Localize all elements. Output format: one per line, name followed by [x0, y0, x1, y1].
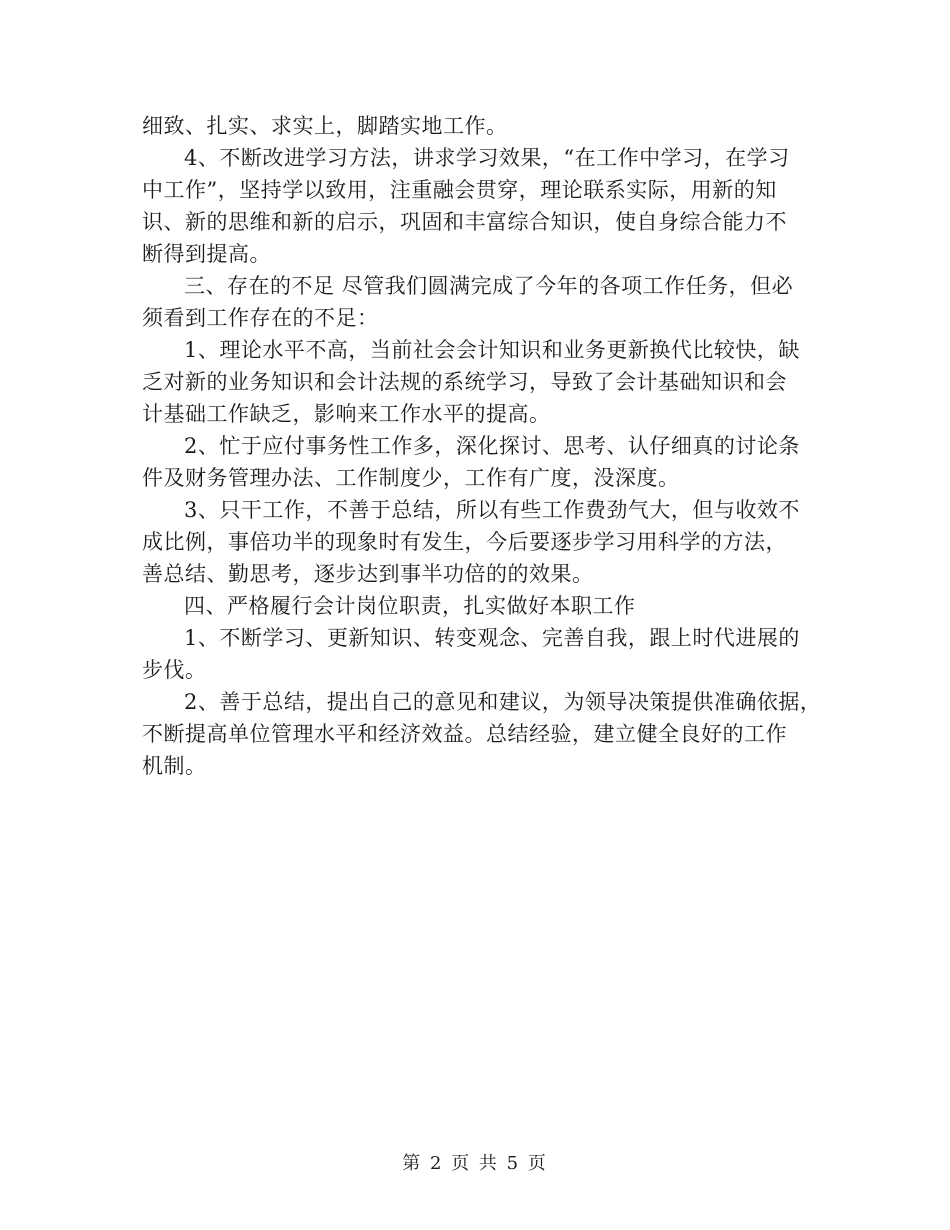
text-line: 1、不断学习、更新知识、转变观念、完善自我，跟上时代进展的 [184, 626, 800, 650]
text-line: 乏对新的业务知识和会计法规的系统学习，导致了会计基础知识和会 [142, 370, 787, 394]
paragraph [142, 142, 822, 270]
paragraph [142, 686, 822, 782]
text-line: 成比例，事倍功半的现象时有发生，今后要逐步学习用科学的方法， [142, 530, 787, 554]
text-line: 4、不断改进学习方法，讲求学习效果，“在工作中学习，在学习 [184, 146, 790, 170]
paragraph [142, 270, 822, 334]
text-line: 须看到工作存在的不足： [142, 306, 379, 330]
text-line: 识、新的思维和新的启示，巩固和丰富综合知识，使自身综合能力不 [142, 210, 787, 234]
text-line: 件及财务管理办法、工作制度少，工作有广度，没深度。 [142, 466, 680, 490]
text-line: 细致、扎实、求实上，脚踏实地工作。 [142, 114, 508, 138]
text-line: 2、忙于应付事务性工作多，深化探讨、思考、认仔细真的讨论条 [184, 434, 800, 458]
paragraph [142, 494, 822, 590]
text-line: 善总结、勤思考，逐步达到事半功倍的的效果。 [142, 562, 594, 586]
text-line: 1、理论水平不高，当前社会会计知识和业务更新换代比较快，缺 [184, 338, 800, 362]
paragraph [142, 110, 822, 142]
paragraph [142, 430, 822, 494]
text-line: 机制。 [142, 754, 207, 778]
text-line: 中工作”，坚持学以致用，注重融会贯穿，理论联系实际，用新的知 [142, 178, 777, 202]
paragraph [142, 334, 822, 430]
text-line: 计基础工作缺乏，影响来工作水平的提高。 [142, 402, 551, 426]
text-line: 三、存在的不足 尽管我们圆满完成了今年的各项工作任务，但必 [184, 274, 794, 298]
text-line: 3、只干工作，不善于总结，所以有些工作费劲气大，但与收效不 [184, 498, 800, 522]
text-line: 四、严格履行会计岗位职责，扎实做好本职工作 [184, 594, 636, 618]
paragraph [142, 622, 822, 686]
text-line: 步伐。 [142, 658, 207, 682]
page-number-footer: 第 2 页 共 5 页 [402, 1153, 548, 1174]
text-line: 不断提高单位管理水平和经济效益。总结经验，建立健全良好的工作 [142, 722, 787, 746]
text-line: 断得到提高。 [142, 242, 271, 266]
section-heading [142, 590, 822, 622]
text-line: 2、善于总结，提出自己的意见和建议，为领导决策提供准确依据， [184, 690, 822, 714]
document-body [142, 110, 822, 782]
